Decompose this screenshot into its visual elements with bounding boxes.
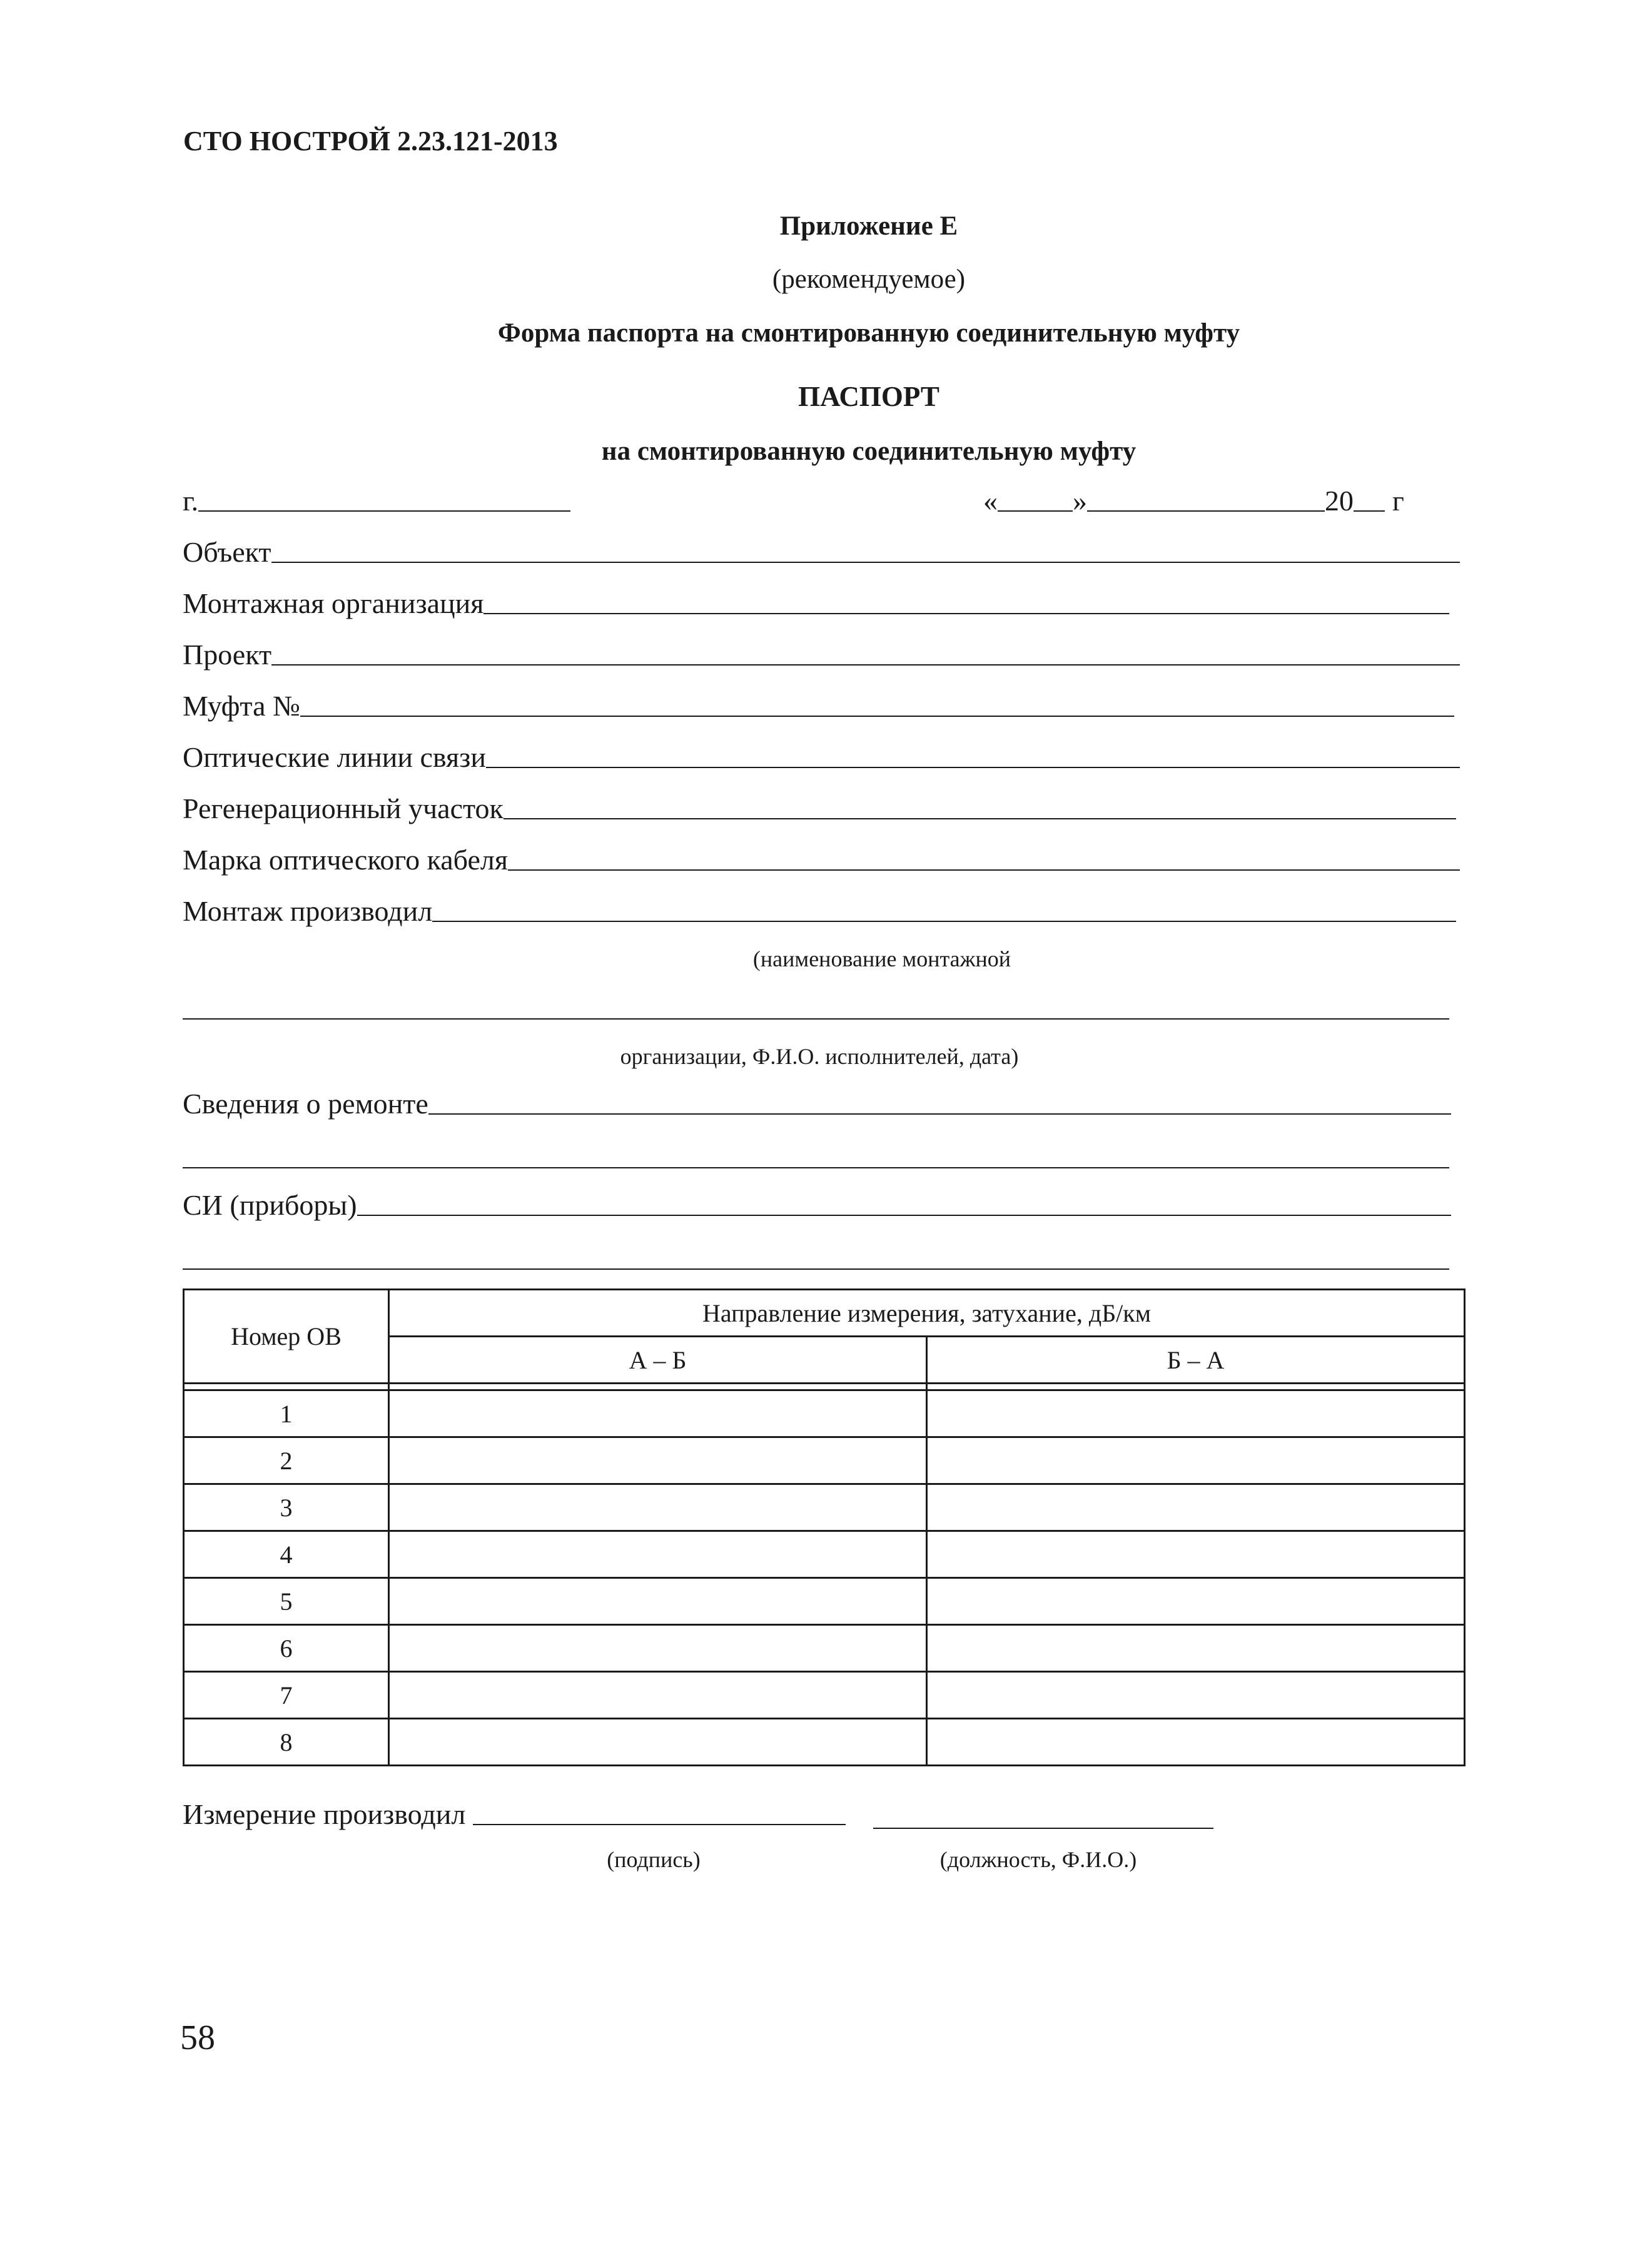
- city-field[interactable]: [183, 487, 570, 515]
- year-prefix: 20: [1325, 485, 1354, 517]
- repair-label: Сведения о ремонте: [183, 1088, 428, 1120]
- org-field[interactable]: [183, 589, 1449, 618]
- header-separator: [389, 1384, 927, 1390]
- cable-blank[interactable]: [508, 869, 1460, 871]
- table-row: [184, 1531, 1465, 1578]
- measured-by-label: Измерение производил: [183, 1798, 466, 1830]
- fiber-number: 7: [184, 1672, 389, 1719]
- fiber-number: 1: [184, 1390, 389, 1437]
- instruments-blank[interactable]: [357, 1215, 1451, 1216]
- project-blank[interactable]: [271, 664, 1460, 666]
- col-fiber-number-header: Номер ОВ: [184, 1290, 389, 1384]
- project-label: Проект: [183, 639, 272, 671]
- instruments-field[interactable]: [183, 1191, 1451, 1220]
- header-separator: [927, 1384, 1465, 1390]
- value-ab-cell[interactable]: [389, 1672, 927, 1719]
- fiber-number: 3: [184, 1484, 389, 1531]
- fiber-number: 5: [184, 1578, 389, 1625]
- table-row: [184, 1390, 1465, 1437]
- value-ab-cell[interactable]: [389, 1531, 927, 1578]
- fiber-number: 2: [184, 1437, 389, 1484]
- value-ba-cell[interactable]: [927, 1437, 1465, 1484]
- installer-blank[interactable]: [432, 921, 1456, 922]
- fiber-number: 4: [184, 1531, 389, 1578]
- value-ab-cell[interactable]: [389, 1390, 927, 1437]
- lines-field[interactable]: [183, 743, 1460, 772]
- fiber-number: 6: [184, 1625, 389, 1672]
- lines-label: Оптические линии связи: [183, 741, 486, 773]
- col-ba-header: Б – А: [927, 1337, 1465, 1384]
- cable-field[interactable]: [183, 846, 1460, 874]
- project-field[interactable]: [183, 640, 1460, 669]
- standard-code: СТО НОСТРОЙ 2.23.121-2013: [183, 126, 558, 156]
- value-ba-cell[interactable]: [927, 1578, 1465, 1625]
- city-blank[interactable]: [198, 510, 570, 512]
- passport-subtitle: на смонтированную соединительную муфту: [601, 437, 1136, 466]
- value-ab-cell[interactable]: [389, 1719, 927, 1766]
- installer-caption-2: организации, Ф.И.О. исполнителей, дата): [620, 1044, 1019, 1069]
- object-field[interactable]: [183, 538, 1460, 567]
- object-label: Объект: [183, 536, 271, 568]
- city-label: г.: [183, 485, 199, 517]
- col-ab-header: А – Б: [389, 1337, 927, 1384]
- table-row: [184, 1672, 1465, 1719]
- date-close-quote: »: [1073, 485, 1087, 517]
- section-field[interactable]: [183, 794, 1456, 823]
- year-suffix: г: [1392, 485, 1404, 517]
- coupling-blank[interactable]: [300, 716, 1454, 717]
- table-row: [184, 1625, 1465, 1672]
- signature-caption: (подпись): [607, 1847, 701, 1872]
- appendix-status: (рекомендуемое): [772, 265, 966, 294]
- value-ba-cell[interactable]: [927, 1672, 1465, 1719]
- instruments-label: СИ (приборы): [183, 1189, 357, 1221]
- org-blank[interactable]: [483, 613, 1449, 614]
- measured-by-field[interactable]: [183, 1800, 846, 1829]
- month-blank[interactable]: [1087, 510, 1325, 512]
- table-row: [184, 1437, 1465, 1484]
- day-blank[interactable]: [998, 510, 1073, 512]
- installer-field[interactable]: [183, 897, 1456, 926]
- section-label: Регенерационный участок: [183, 792, 504, 824]
- header-separator: [184, 1384, 389, 1390]
- installer-label: Монтаж производил: [183, 895, 433, 927]
- repair-blank-2[interactable]: [183, 1167, 1449, 1168]
- object-blank[interactable]: [271, 562, 1460, 563]
- value-ba-cell[interactable]: [927, 1484, 1465, 1531]
- fiber-number: 8: [184, 1719, 389, 1766]
- passport-title: ПАСПОРТ: [798, 381, 939, 412]
- table-row: [184, 1578, 1465, 1625]
- value-ab-cell[interactable]: [389, 1437, 927, 1484]
- table-row: [184, 1484, 1465, 1531]
- coupling-field[interactable]: [183, 692, 1454, 721]
- installer-blank-2[interactable]: [183, 1018, 1449, 1020]
- cable-label: Марка оптического кабеля: [183, 844, 508, 876]
- col-direction-header: Направление измерения, затухание, дБ/км: [389, 1290, 1465, 1337]
- date-field[interactable]: [983, 487, 1421, 515]
- value-ba-cell[interactable]: [927, 1625, 1465, 1672]
- value-ab-cell[interactable]: [389, 1484, 927, 1531]
- value-ba-cell[interactable]: [927, 1719, 1465, 1766]
- org-label: Монтажная организация: [183, 587, 484, 619]
- repair-field[interactable]: [183, 1090, 1451, 1118]
- instruments-blank-2[interactable]: [183, 1268, 1449, 1270]
- installer-caption-1: (наименование монтажной: [752, 946, 1011, 971]
- position-name-blank[interactable]: [873, 1828, 1213, 1829]
- value-ab-cell[interactable]: [389, 1625, 927, 1672]
- value-ba-cell[interactable]: [927, 1531, 1465, 1578]
- date-open-quote: «: [983, 485, 998, 517]
- form-title: Форма паспорта на смонтированную соединительную муфту: [497, 318, 1240, 348]
- measurement-table: [183, 1288, 1466, 1766]
- lines-blank[interactable]: [486, 767, 1460, 768]
- table-row: [184, 1719, 1465, 1766]
- coupling-label: Муфта №: [183, 690, 300, 722]
- repair-blank[interactable]: [428, 1113, 1451, 1115]
- year-blank[interactable]: [1354, 510, 1385, 512]
- appendix-title: Приложение Е: [779, 211, 958, 241]
- value-ba-cell[interactable]: [927, 1390, 1465, 1437]
- value-ab-cell[interactable]: [389, 1578, 927, 1625]
- position-caption: (должность, Ф.И.О.): [939, 1847, 1137, 1872]
- section-blank[interactable]: [504, 818, 1456, 819]
- page-number: 58: [180, 2018, 215, 2057]
- signature-blank[interactable]: [473, 1824, 846, 1825]
